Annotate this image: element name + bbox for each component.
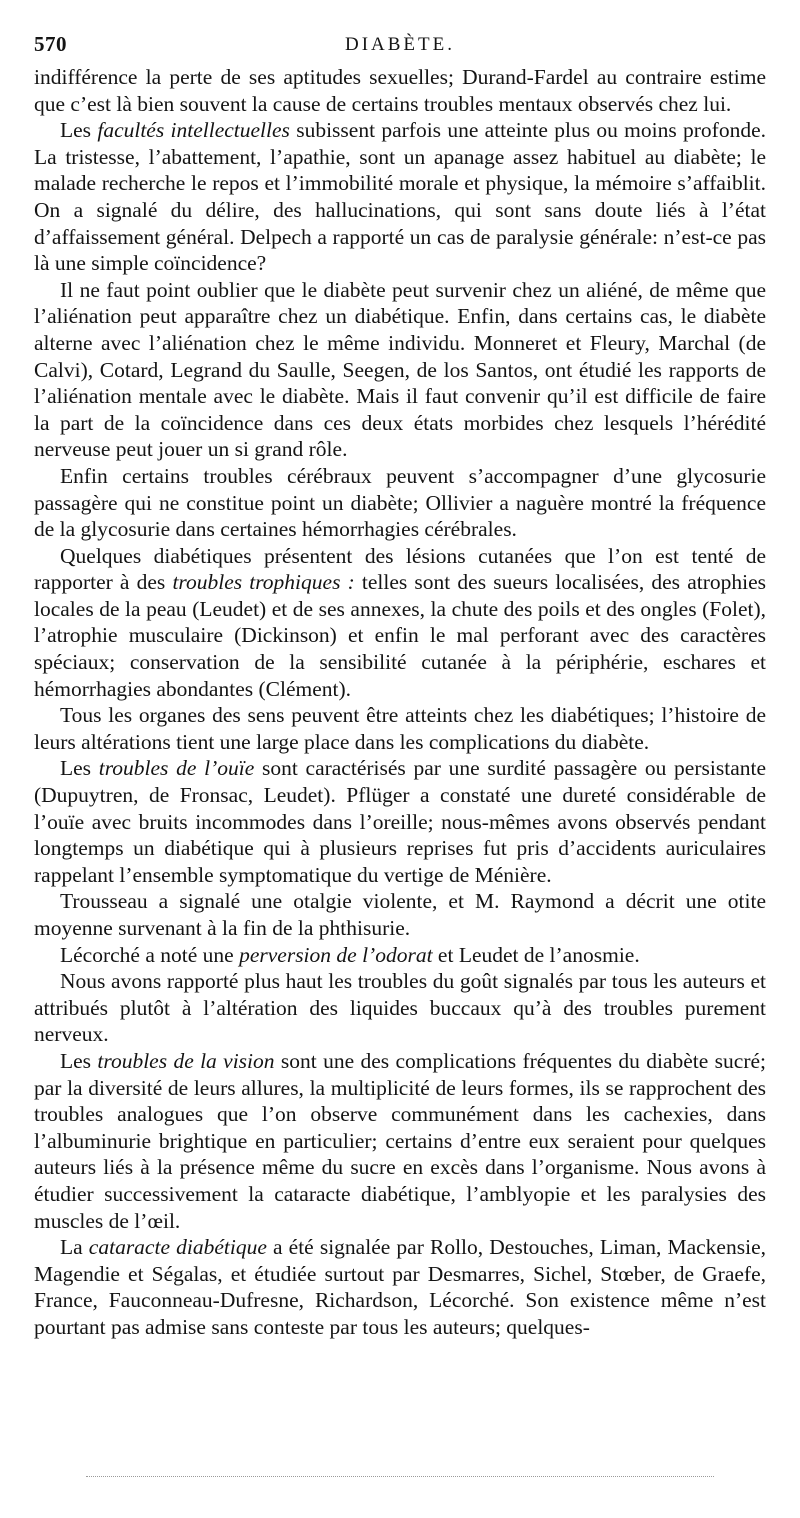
text-run: Les xyxy=(60,756,99,781)
italic-term: perversion de l’odorat xyxy=(239,942,433,967)
paragraph xyxy=(34,543,766,703)
italic-term: troubles de l’ouïe xyxy=(98,756,255,781)
text-run: et Leudet de l’anosmie. xyxy=(432,942,640,967)
text-run: Nous avons rapporté plus haut les troubles du goût signalés par tous les auteurs et attribués plutôt à l’altération des liquides buccaux qu’à des troubles purement nerveux. xyxy=(34,969,766,1047)
text-run: a été signalée par Rollo, Destouches, Liman, Mackensie, Magendie et Ségalas, et étudiée surtout par Desmarres, Sichel, Stœber, de Graefe, France, Fauconneau-Dufresne, Richardson, Lécorché. Son existence même n’est pourtant pas admise sans conteste par tous les auteurs; quelques- xyxy=(34,1235,766,1339)
paragraph xyxy=(34,64,766,117)
text-run: Trousseau a signalé une otalgie violente, et M. Raymond a décrit une otite moyenne survenant à la fin de la phthisurie. xyxy=(34,889,766,940)
text-run: sont caractérisés par une surdité passagère ou persistante (Dupuytren, de Fronsac, Leudet). Pflüger a constaté une dureté considérable de l’ouïe avec bruits incommodes dans l’oreille; nous-mêmes avons observés pendant longtemps un diabétique qui à plusieurs reprises fut pris d’accidents auriculaires rappelant l’ensemble symptomatique du vertige de Ménière. xyxy=(34,756,766,887)
paragraph xyxy=(34,702,766,755)
paragraph xyxy=(34,888,766,941)
paragraph xyxy=(34,1048,766,1234)
text-run: subissent parfois une atteinte plus ou moins profonde. La tristesse, l’abattement, l’apathie, sont un apanage assez habituel au diabète; le malade recherche le repos et l’immobilité morale et physique, la mémoire s’affaiblit. On a signalé du délire, des hallucinations, qui sont sans doute liés à l’état d’affaissement général. Delpech a rapporté un cas de paralysie générale: n’est-ce pas là une simple coïncidence? xyxy=(34,118,766,276)
text-run: indifférence la perte de ses aptitudes sexuelles; Durand-Fardel au contraire estime que c’est là bien souvent la cause de certains troubles mentaux observés chez lui. xyxy=(34,65,766,116)
text-run: Il ne faut point oublier que le diabète peut survenir chez un aliéné, de même que l’aliénation peut apparaître chez un diabétique. Enfin, dans certains cas, le diabète alterne avec l’aliénation chez le même individu. Monneret et Fleury, Marchal (de Calvi), Cotard, Legrand du Saulle, Seegen, de los Santos, ont étudié les rapports de l’aliénation mentale avec le diabète. Mais il faut convenir qu’il est difficile de faire la part de la coïncidence dans ces deux états morbides chez lesquels l’hérédité nerveuse peut jouer un si grand rôle. xyxy=(34,277,766,462)
text-run: telles sont des sueurs localisées, des atrophies locales de la peau (Leudet) et de ses annexes, la chute des poils et des ongles (Folet), l’atrophie musculaire (Dickinson) et enfin le mal perforant avec des caractères spéciaux; conservation de la sensibilité cutanée à la périphérie, eschares et hémorrhagies abondantes (Clément). xyxy=(34,570,766,701)
paragraph xyxy=(34,117,766,277)
text-run: Lécorché a noté une xyxy=(60,942,240,967)
text-run: sont une des complications fréquentes du diabète sucré; par la diversité de leurs allures, la multiplicité de leurs formes, ils se rapprochent des troubles analogues que l’on observe communément dans les cachexies, dans l’albuminurie brightique en particulier; certains d’entre eux seraient pour quelques auteurs liés à la présence même du sucre en excès dans l’organisme. Nous avons à étudier successivement la cataracte diabétique, l’amblyopie et les paralysies des muscles de l’œil. xyxy=(34,1048,766,1233)
text-run: Tous les organes des sens peuvent être atteints chez les diabétiques; l’histoire de leurs altérations tient une large place dans les complications du diabète. xyxy=(34,703,766,754)
paragraph xyxy=(34,1234,766,1340)
paragraph xyxy=(34,463,766,543)
footer-dotted-rule xyxy=(86,1476,714,1477)
text-run: Enfin certains troubles cérébraux peuvent s’accompagner d’une glycosurie passagère qui ne constitue point un diabète; Ollivier a naguère montré la fréquence de la glycosurie dans certaines hémorrhagies cérébrales. xyxy=(34,463,766,542)
text-run: La xyxy=(60,1235,89,1260)
paragraph xyxy=(34,968,766,1048)
paragraph xyxy=(34,942,766,969)
italic-term: troubles de la vision xyxy=(97,1048,275,1073)
paragraph xyxy=(34,755,766,888)
paragraph xyxy=(34,277,766,463)
page-header xyxy=(34,30,766,60)
body-text xyxy=(34,64,766,1341)
italic-term: troubles trophiques : xyxy=(172,570,355,595)
page-number: 570 xyxy=(34,32,67,56)
text-run: Les xyxy=(60,1048,98,1073)
italic-term: cataracte diabétique xyxy=(88,1235,267,1260)
running-head: DIABÈTE. xyxy=(344,34,455,55)
text-run: Quelques diabétiques présentent des lésions cutanées que l’on est tenté de rapporter à des xyxy=(34,543,766,595)
italic-term: facultés intellectuelles xyxy=(97,118,290,143)
text-run: Les xyxy=(60,118,98,143)
